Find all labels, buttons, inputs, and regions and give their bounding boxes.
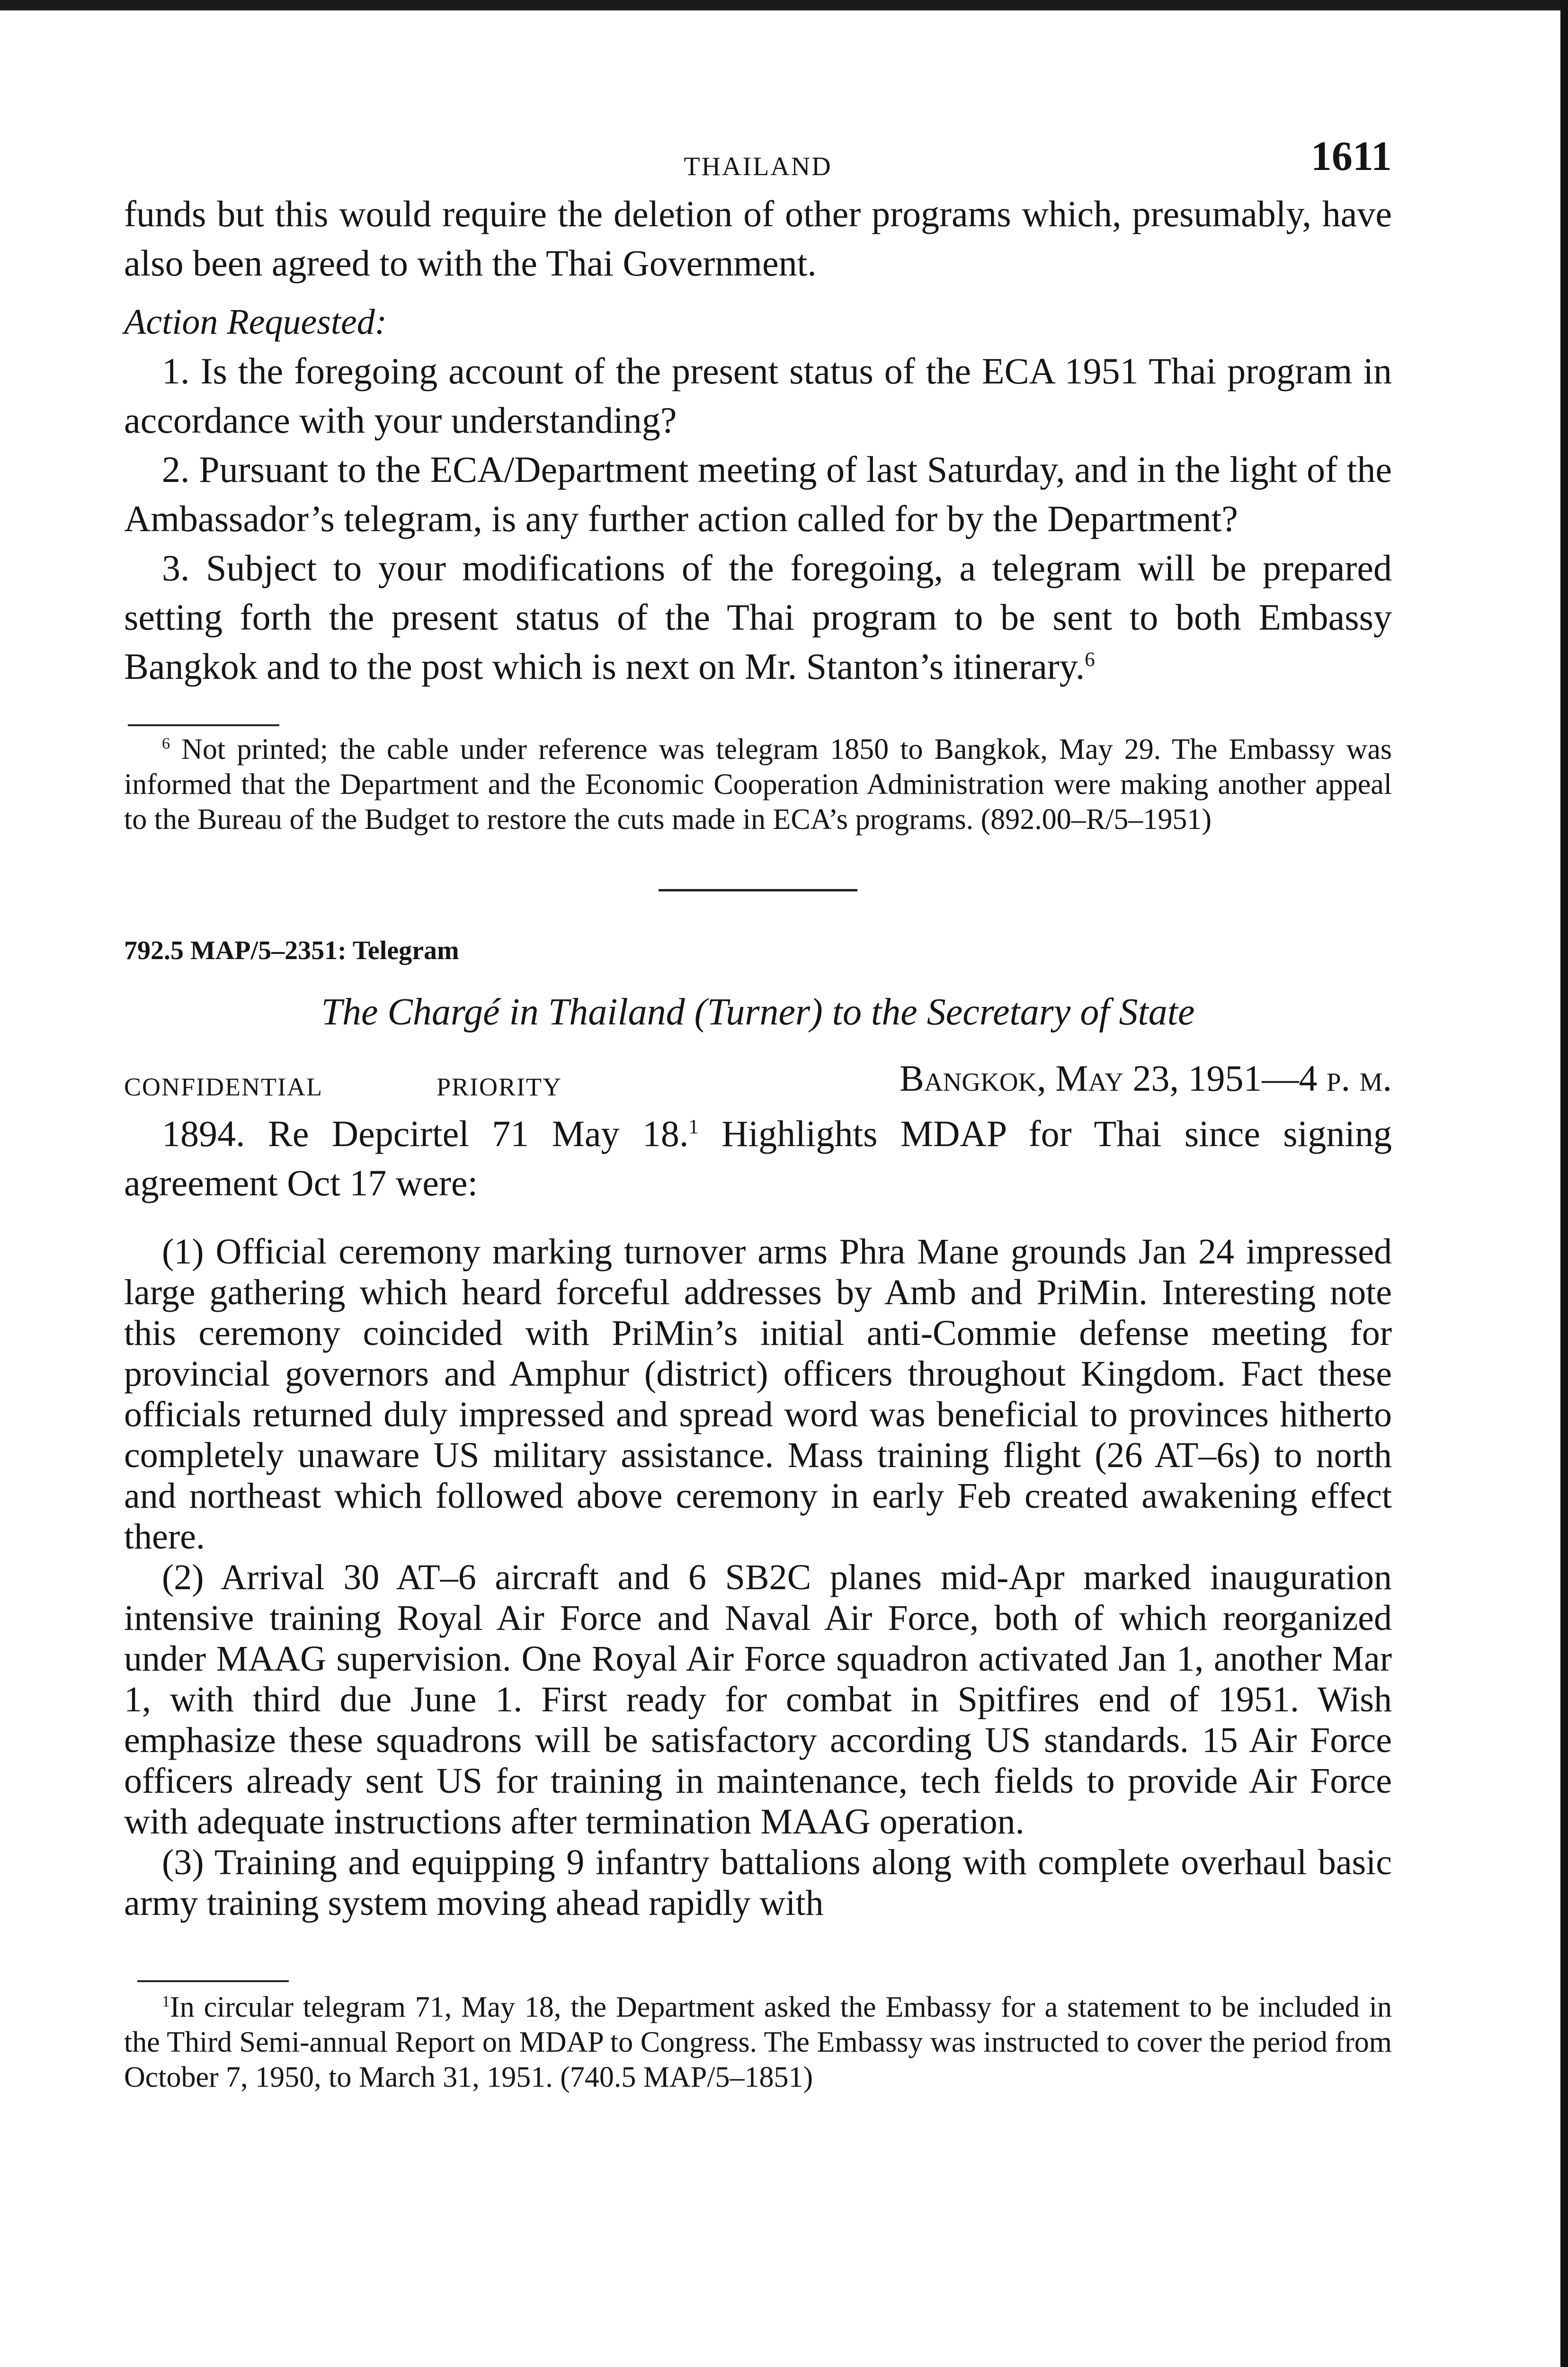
footnote-6-text: Not printed; the cable under reference was telegram 1850 to Bangkok, May 29. The Embassy was informed that the Department and the Economic Cooperation Administration were making another appeal to the Bureau of the Budget to restore the cuts made in ECA’s programs. (892.00–R/5–1951) [124,733,1392,836]
action-item-1: 1. Is the foregoing account of the present status of the ECA 1951 Thai program in accordance with your understanding? [124,350,1392,441]
highlight-3: (3) Training and equipping 9 infantry battalions along with complete overhaul basic army training system moving ahead rapidly with [124,1842,1392,1923]
highlights-list [124,1231,1392,1923]
section-divider [659,889,857,891]
running-header [124,133,1392,189]
page-top-border [0,0,1568,10]
opening-rest: Highlights MDAP for Thai since signing agreement Oct 17 were: [124,1113,1392,1203]
action-requested-heading: Action Requested: [124,302,387,342]
continuation-paragraph: funds but this would require the deletion of other programs which, presumably, have also been agreed to with the Thai Government. [124,193,1392,284]
opening-text: 1894. Re Depcirtel 71 May 18. [162,1113,689,1154]
footnote-1 [124,1990,1392,2095]
running-title: THAILAND [684,152,832,181]
footnote-1-text: In circular telegram 71, May 18, the Department asked the Embassy for a statement to be included in the Third Semi-annual Report on MDAP to Congress. The Embassy was instructed to cover the period from October 7, 1950, to March 31, 1951. (740.5 MAP/5–1851) [124,1991,1392,2093]
footnote-reference-1: 1 [688,1116,699,1138]
action-item-2: 2. Pursuant to the ECA/Department meeting of last Saturday, and in the light of the Ambassador’s telegram, is any further action called for by the Department? [124,449,1392,539]
footnote-divider [128,724,279,726]
footnote-6-mark: 6 [162,735,170,753]
footnote-divider-2 [137,1980,289,1982]
footnote-1-mark: 1 [162,1993,170,2011]
page-right-edge [1560,0,1568,2367]
opening-paragraph [124,1109,1392,1208]
action-item-3-text: 3. Subject to your modifications of the foregoing, a telegram will be prepared setting forth the present status of the Thai program to be sent to both Embassy Bangkok and to the post which is next on Mr. Stanton’s itinerary. [124,547,1392,687]
footnote-6 [124,732,1392,837]
highlight-1: (1) Official ceremony marking turnover arms Phra Mane grounds Jan 24 impressed large gathering which heard forceful addresses by Amb and PriMin. Interesting note this ceremony coincided with PriMin’s initial anti-Commie defense meeting for provincial governors and Amphur (district) officers throughout Kingdom. Fact these officials returned duly impressed and spread word was beneficial to provinces hitherto completely unaware US military assistance. Mass training flight (26 AT–6s) to north and northeast which followed above ceremony in early Feb created awakening effect there. [124,1232,1392,1557]
priority: PRIORITY [437,1073,562,1101]
page-number: 1611 [1310,133,1392,179]
document-title: The Chargé in Thailand (Turner) to the Secretary of State [321,991,1195,1033]
telegram-header [124,1057,1392,1104]
document-page [124,133,1392,2095]
action-item-3 [124,543,1392,691]
place-date: Bangkok, May 23, 1951—4 p. m. [899,1058,1392,1099]
footnote-reference-6: 6 [1085,649,1095,671]
file-reference: 792.5 MAP/5–2351: Telegram [124,936,459,965]
classification: CONFIDENTIAL [124,1073,323,1101]
highlight-2: (2) Arrival 30 AT–6 aircraft and 6 SB2C planes mid-Apr marked inauguration intensive training Royal Air Force and Naval Air Force, both of which reorganized under MAAG supervision. One Royal Air Force squadron activated Jan 1, another Mar 1, with third due June 1. First ready for combat in Spitfires end of 1951. Wish emphasize these squadrons will be satisfactory according US standards. 15 Air Force officers already sent US for training in maintenance, tech fields to provide Air Force with adequate instructions after termination MAAG operation. [124,1557,1392,1842]
